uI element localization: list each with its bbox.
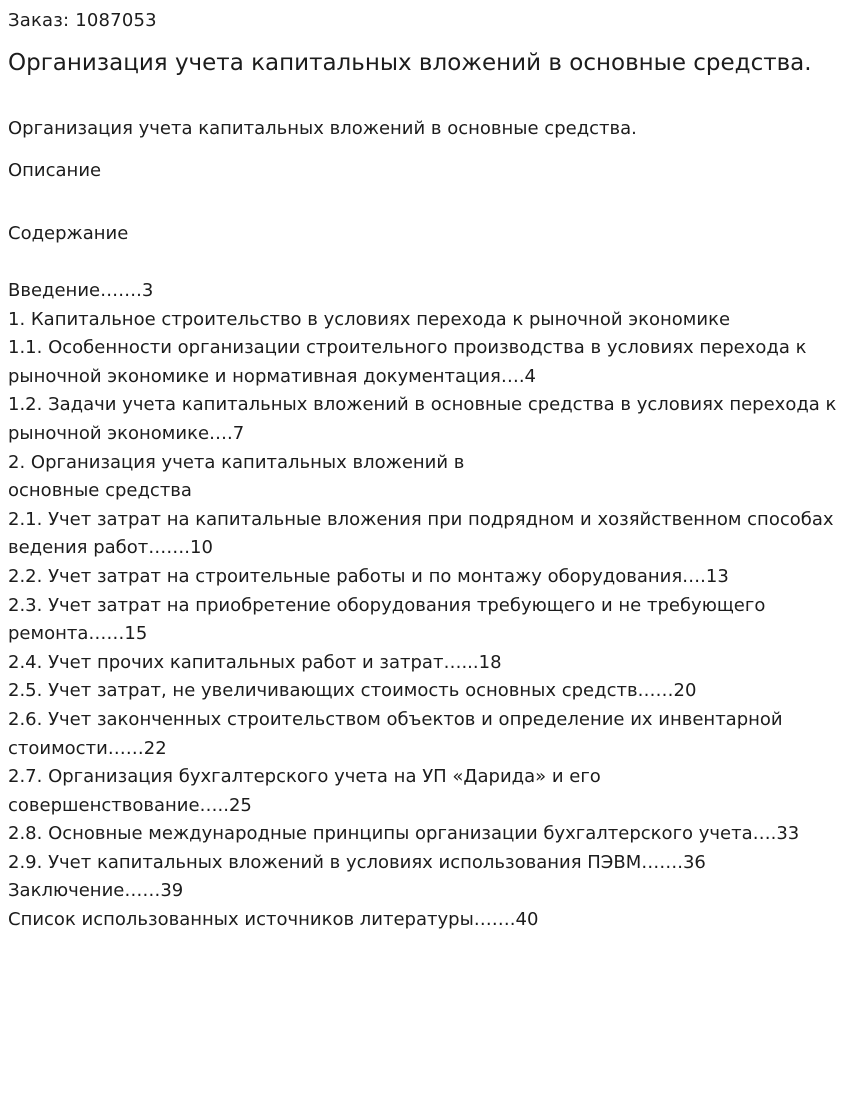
description-label: Описание	[8, 160, 102, 181]
toc-item: 1. Капитальное строительство в условиях перехода к рыночной экономике	[8, 308, 731, 330]
toc-item: Введение…….3	[8, 280, 154, 301]
toc-item: 2.7. Организация бухгалтерского учета на УП «Дарида» и его совершенствование…..25	[8, 766, 601, 816]
toc-item: 1.2. Задачи учета капитальных вложений в основные средства в условиях перехода к рыночной экономике….7	[8, 394, 837, 444]
toc-item: 2.8. Основные международные принципы организации бухгалтерского учета….33	[8, 823, 800, 845]
document-subtitle: Организация учета капитальных вложений в основные средства.	[8, 118, 637, 139]
toc-item: 2.9. Учет капитальных вложений в условиях использования ПЭВМ…….36	[8, 851, 706, 873]
toc-item: 2.6. Учет законченных строительством объектов и определение их инвентарной стоимости……22	[8, 708, 783, 759]
toc-item: 2.4. Учет прочих капитальных работ и затрат…...18	[8, 651, 502, 673]
toc-item: Список использованных источников литературы…….40	[8, 909, 539, 931]
toc-item: 2.1. Учет затрат на капитальные вложения при подрядном и хозяйственном способах ведения работ…….10	[8, 508, 834, 559]
toc-item: 2.5. Учет затрат, не увеличивающих стоимость основных средств……20	[8, 680, 697, 702]
toc-item: 2. Организация учета капитальных вложений в основные средства	[8, 451, 465, 502]
contents-label: Содержание	[8, 223, 129, 244]
toc-item: Заключение……39	[8, 880, 184, 902]
table-of-contents	[8, 277, 840, 935]
toc-item: 1.1. Особенности организации строительного производства в условиях перехода к рыночной экономике и нормативная документация….4	[8, 337, 807, 387]
order-number: Заказ: 1087053	[8, 10, 157, 31]
toc-item: 2.3. Учет затрат на приобретение оборудования требующего и не требующего ремонта……15	[8, 594, 766, 645]
document-title: Организация учета капитальных вложений в основные средства.	[8, 50, 812, 76]
toc-item: 2.2. Учет затрат на строительные работы и по монтажу оборудования….13	[8, 565, 729, 587]
